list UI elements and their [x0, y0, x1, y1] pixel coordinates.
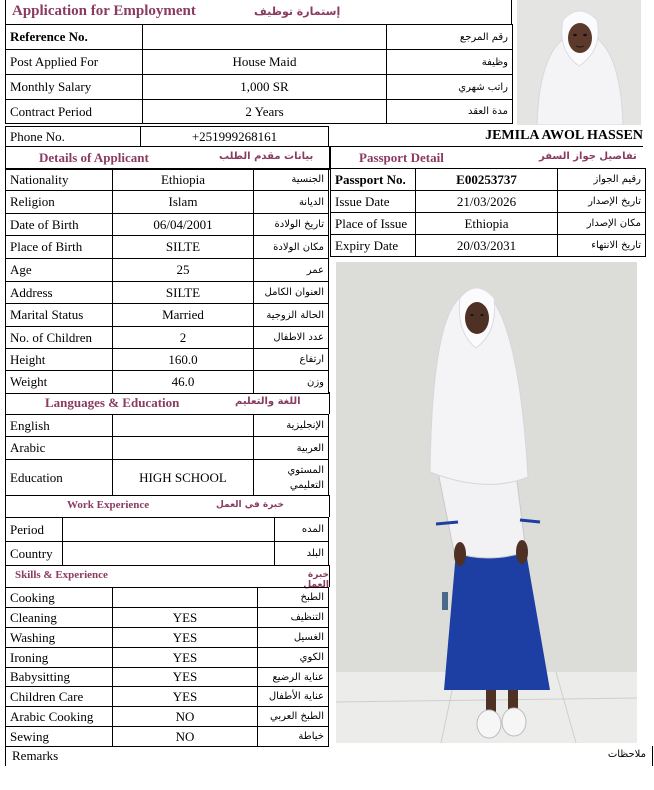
salary-value: 1,000 SR — [143, 75, 387, 100]
skill-label-ar: الغسيل — [258, 628, 329, 648]
expiry-date-value: 20/03/2031 — [416, 235, 558, 257]
skill-label-ar: الطبخ العربي — [258, 707, 329, 727]
post-row — [6, 50, 513, 75]
detail-value: Ethiopia — [113, 169, 254, 191]
skill-label-ar: عناية الأطفال — [258, 687, 329, 707]
passport-title: Passport Detail — [359, 150, 444, 165]
issue-date-label-ar: تاريخ الإصدار — [558, 191, 646, 213]
remarks-label: Remarks — [12, 748, 59, 763]
details-title-ar: بيانات مقدم الطلب — [219, 151, 314, 162]
place-of-issue-value: Ethiopia — [416, 213, 558, 235]
skill-value: NO — [113, 727, 258, 747]
skill-label-ar: التنظيف — [258, 608, 329, 628]
reference-row — [6, 25, 513, 50]
skill-row — [6, 727, 329, 747]
detail-value: 2 — [113, 327, 254, 349]
detail-row — [6, 327, 329, 349]
skill-label: Arabic Cooking — [6, 707, 113, 727]
contract-value: 2 Years — [143, 100, 387, 124]
passport-no-label: Passport No. — [331, 169, 416, 191]
issue-date-value: 21/03/2026 — [416, 191, 558, 213]
detail-label-ar: الديانة — [254, 191, 329, 214]
detail-value: 06/04/2001 — [113, 214, 254, 236]
skill-value: YES — [113, 628, 258, 648]
reference-value — [143, 25, 387, 50]
detail-row — [6, 169, 329, 191]
detail-row — [6, 236, 329, 259]
english-label-ar: الإنجليزية — [254, 415, 329, 437]
form-title-ar: إستمارة توظيف — [254, 5, 341, 18]
skills-title: Skills & Experience — [15, 569, 108, 581]
skill-row — [6, 668, 329, 687]
arabic-label: Arabic — [6, 437, 113, 460]
arabic-label-ar: العربية — [254, 437, 329, 460]
detail-row — [6, 282, 329, 304]
detail-label: Address — [6, 282, 113, 304]
detail-row — [6, 214, 329, 236]
skill-row — [6, 628, 329, 648]
portrait-illustration — [517, 0, 641, 125]
portrait-photo — [517, 0, 641, 125]
detail-value: 25 — [113, 259, 254, 282]
work-table — [5, 517, 329, 566]
detail-label: Nationality — [6, 169, 113, 191]
detail-value: Islam — [113, 191, 254, 214]
post-label: Post Applied For — [6, 50, 143, 75]
passport-table — [330, 168, 646, 257]
detail-row — [6, 191, 329, 214]
expiry-date-label: Expiry Date — [331, 235, 416, 257]
passport-header — [330, 147, 653, 168]
detail-label-ar: الحالة الزوجية — [254, 304, 329, 327]
education-value: HIGH SCHOOL — [113, 460, 254, 496]
remarks-row — [5, 746, 653, 766]
contract-row — [6, 100, 513, 124]
detail-value: 160.0 — [113, 349, 254, 371]
salary-label-ar: راتب شهري — [387, 75, 513, 100]
issue-date-label: Issue Date — [331, 191, 416, 213]
passport-no-label-ar: رقيم الجواز — [558, 169, 646, 191]
detail-value: SILTE — [113, 236, 254, 259]
skill-label: Children Care — [6, 687, 113, 707]
reference-label-ar: رقم المرجع — [387, 25, 513, 50]
salary-label: Monthly Salary — [6, 75, 143, 100]
skills-title-ar: خبرة العمل — [303, 570, 329, 590]
detail-label-ar: مكان الولادة — [254, 236, 329, 259]
work-title-ar: خبرة في العمل — [216, 500, 284, 510]
arabic-value — [113, 437, 254, 460]
country-value — [63, 542, 275, 566]
detail-label-ar: العنوان الكامل — [254, 282, 329, 304]
detail-label: Weight — [6, 371, 113, 394]
detail-label: Place of Birth — [6, 236, 113, 259]
languages-header — [5, 392, 330, 414]
passport-no-value: E00253737 — [416, 169, 558, 191]
detail-label: Date of Birth — [6, 214, 113, 236]
detail-label-ar: ارتفاع — [254, 349, 329, 371]
phone-value: +251999268161 — [141, 127, 329, 147]
detail-value: Married — [113, 304, 254, 327]
languages-title: Languages & Education — [45, 395, 180, 410]
skill-row — [6, 588, 329, 608]
place-of-issue-label-ar: مكان الإصدار — [558, 213, 646, 235]
period-label-ar: المده — [275, 518, 329, 542]
skill-label-ar: الطبخ — [258, 588, 329, 608]
skill-label: Sewing — [6, 727, 113, 747]
detail-label: Height — [6, 349, 113, 371]
skill-value: YES — [113, 687, 258, 707]
detail-row — [6, 259, 329, 282]
detail-value: SILTE — [113, 282, 254, 304]
remarks-label-ar: ملاحظات — [607, 749, 646, 760]
details-table — [5, 168, 329, 394]
languages-title-ar: اللغة والتعليم — [235, 396, 301, 407]
detail-label: Marital Status — [6, 304, 113, 327]
detail-label: Age — [6, 259, 113, 282]
phone-table — [5, 126, 329, 147]
work-title: Work Experience — [67, 499, 150, 511]
skill-label-ar: الكوي — [258, 648, 329, 668]
skill-label-ar: عناية الرضيع — [258, 668, 329, 687]
work-header — [5, 495, 330, 517]
english-label: English — [6, 415, 113, 437]
detail-row — [6, 304, 329, 327]
phone-label: Phone No. — [6, 127, 141, 147]
passport-title-ar: تفاصيل جواز السفر — [539, 151, 637, 162]
skill-value: NO — [113, 707, 258, 727]
skills-table — [5, 587, 329, 747]
country-label-ar: البلد — [275, 542, 329, 566]
skill-row — [6, 648, 329, 668]
skill-label-ar: خياطة — [258, 727, 329, 747]
skill-value: YES — [113, 608, 258, 628]
skill-label: Ironing — [6, 648, 113, 668]
skill-label: Cleaning — [6, 608, 113, 628]
english-value — [113, 415, 254, 437]
country-label: Country — [6, 542, 63, 566]
detail-label-ar: تاريخ الولادة — [254, 214, 329, 236]
skills-header — [5, 565, 330, 590]
skill-label: Washing — [6, 628, 113, 648]
detail-label-ar: عدد الاطفال — [254, 327, 329, 349]
skill-row — [6, 608, 329, 628]
skill-label: Babysitting — [6, 668, 113, 687]
detail-label: Religion — [6, 191, 113, 214]
details-title: Details of Applicant — [39, 150, 149, 165]
skill-row — [6, 707, 329, 727]
salary-row — [6, 75, 513, 100]
skill-value: YES — [113, 648, 258, 668]
place-of-issue-label: Place of Issue — [331, 213, 416, 235]
contract-label: Contract Period — [6, 100, 143, 124]
header-bar — [5, 0, 512, 25]
detail-row — [6, 371, 329, 394]
full-length-illustration — [336, 262, 637, 743]
applicant-name: JEMILA AWOL HASSEN — [330, 126, 643, 147]
detail-row — [6, 349, 329, 371]
period-value — [63, 518, 275, 542]
post-value: House Maid — [143, 50, 387, 75]
expiry-date-label-ar: تاريخ الانتهاء — [558, 235, 646, 257]
detail-label-ar: الجنسية — [254, 169, 329, 191]
period-label: Period — [6, 518, 63, 542]
reference-label: Reference No. — [6, 25, 143, 50]
details-header — [5, 146, 330, 170]
skill-value: YES — [113, 668, 258, 687]
contract-label-ar: مدة العقد — [387, 100, 513, 124]
detail-value: 46.0 — [113, 371, 254, 394]
skill-row — [6, 687, 329, 707]
full-length-photo — [336, 262, 637, 743]
detail-label-ar: عمر — [254, 259, 329, 282]
form-title: Application for Employment — [12, 3, 196, 19]
top-info-table — [5, 24, 513, 124]
education-label: Education — [6, 460, 113, 496]
education-label-ar: المستوي التعليمي — [254, 460, 329, 496]
post-label-ar: وظيفة — [387, 50, 513, 75]
skill-label: Cooking — [6, 588, 113, 608]
languages-table — [5, 414, 329, 496]
detail-label-ar: وزن — [254, 371, 329, 394]
skill-value — [113, 588, 258, 608]
detail-label: No. of Children — [6, 327, 113, 349]
